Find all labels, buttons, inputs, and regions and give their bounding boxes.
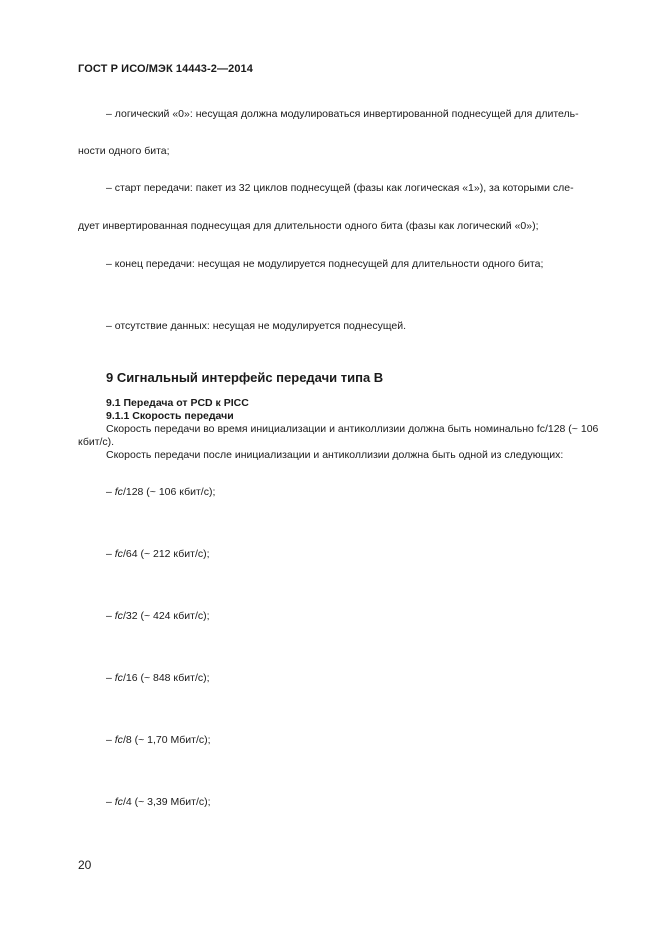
- rate-item: – fc/32 (~ 424 кбит/с);: [106, 610, 210, 622]
- paragraph-rate-after-text: Скорость передачи после инициализации и антиколлизии должна быть одной из следующих:: [106, 449, 564, 461]
- document-header: ГОСТ Р ИСО/МЭК 14443-2—2014: [78, 63, 253, 75]
- rate-item: – fc/128 (~ 106 кбит/с);: [106, 486, 216, 498]
- rate-item: – fc/4 (~ 3,39 Мбит/с);: [106, 796, 211, 808]
- list-item-logic0-line1: – логический «0»: несущая должна модулироваться инвертированной поднесущей для длитель-: [106, 108, 579, 120]
- list-item-end: – конец передачи: несущая не модулируется поднесущей для длительности одного бита;: [106, 258, 544, 270]
- paragraph-rate-init-text: Скорость передачи во время инициализации и антиколлизии должна быть номинально fc/128 (~ 106 кбит/с).: [78, 423, 599, 448]
- section-heading: 9 Сигнальный интерфейс передачи типа В: [106, 370, 384, 385]
- subsection-heading: 9.1 Передача от PCD к PICC: [106, 397, 249, 409]
- list-item-start-line2: дует инвертированная поднесущая для длительности одного бита (фазы как логический «0»);: [78, 220, 539, 232]
- paragraph-rate-after: [78, 449, 618, 462]
- rate-item: – fc/16 (~ 848 кбит/с);: [106, 672, 210, 684]
- list-item-start-line1: – старт передачи: пакет из 32 циклов поднесущей (фазы как логическая «1»), за которыми сле-: [106, 182, 574, 194]
- list-item-nodata: – отсутствие данных: несущая не модулируется поднесущей.: [106, 320, 407, 332]
- rate-item: – fc/64 (~ 212 кбит/с);: [106, 548, 210, 560]
- subsubsection-heading: 9.1.1 Скорость передачи: [106, 410, 234, 422]
- page-number: 20: [78, 858, 92, 872]
- paragraph-rate-init: [78, 423, 618, 449]
- rate-item: – fc/8 (~ 1,70 Мбит/с);: [106, 734, 211, 746]
- list-item-logic0-line2: ности одного бита;: [78, 145, 170, 157]
